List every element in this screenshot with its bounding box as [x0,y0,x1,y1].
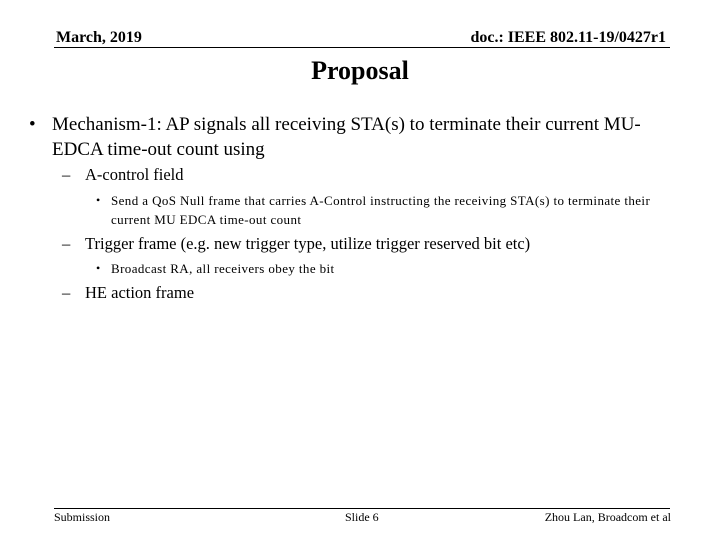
dash-glyph: – [62,165,71,184]
bullet-glyph: • [29,114,36,135]
item-qos-null: Send a QoS Null frame that carries A-Control instructing the receiving STA(s) to terminate their current MU EDCA time-out count [111,193,651,227]
sub-bullet-he-action: HE action frame [85,283,195,302]
header-date: March, 2019 [56,29,142,46]
dash-glyph: – [62,234,71,253]
footer-author: Zhou Lan, Broadcom et al [544,510,671,524]
bullet-mechanism-1: Mechanism-1: AP signals all receiving STA(s) to terminate their current MU-EDCA time-out count using [52,114,641,160]
dash-glyph: – [62,283,71,302]
item-broadcast-ra: Broadcast RA, all receivers obey the bit [111,261,335,276]
header-doc-id: doc.: IEEE 802.11-19/0427r1 [470,29,666,46]
header-divider [54,47,670,48]
slide-title: Proposal [311,56,409,85]
dot-glyph: • [96,193,101,207]
dot-glyph: • [96,261,101,275]
footer-divider [54,508,670,509]
footer-slide-number: Slide 6 [345,510,379,524]
sub-bullet-trigger-frame: Trigger frame (e.g. new trigger type, utilize trigger reserved bit etc) [85,234,531,253]
sub-bullet-a-control: A-control field [85,165,184,184]
footer-submission: Submission [54,510,111,524]
